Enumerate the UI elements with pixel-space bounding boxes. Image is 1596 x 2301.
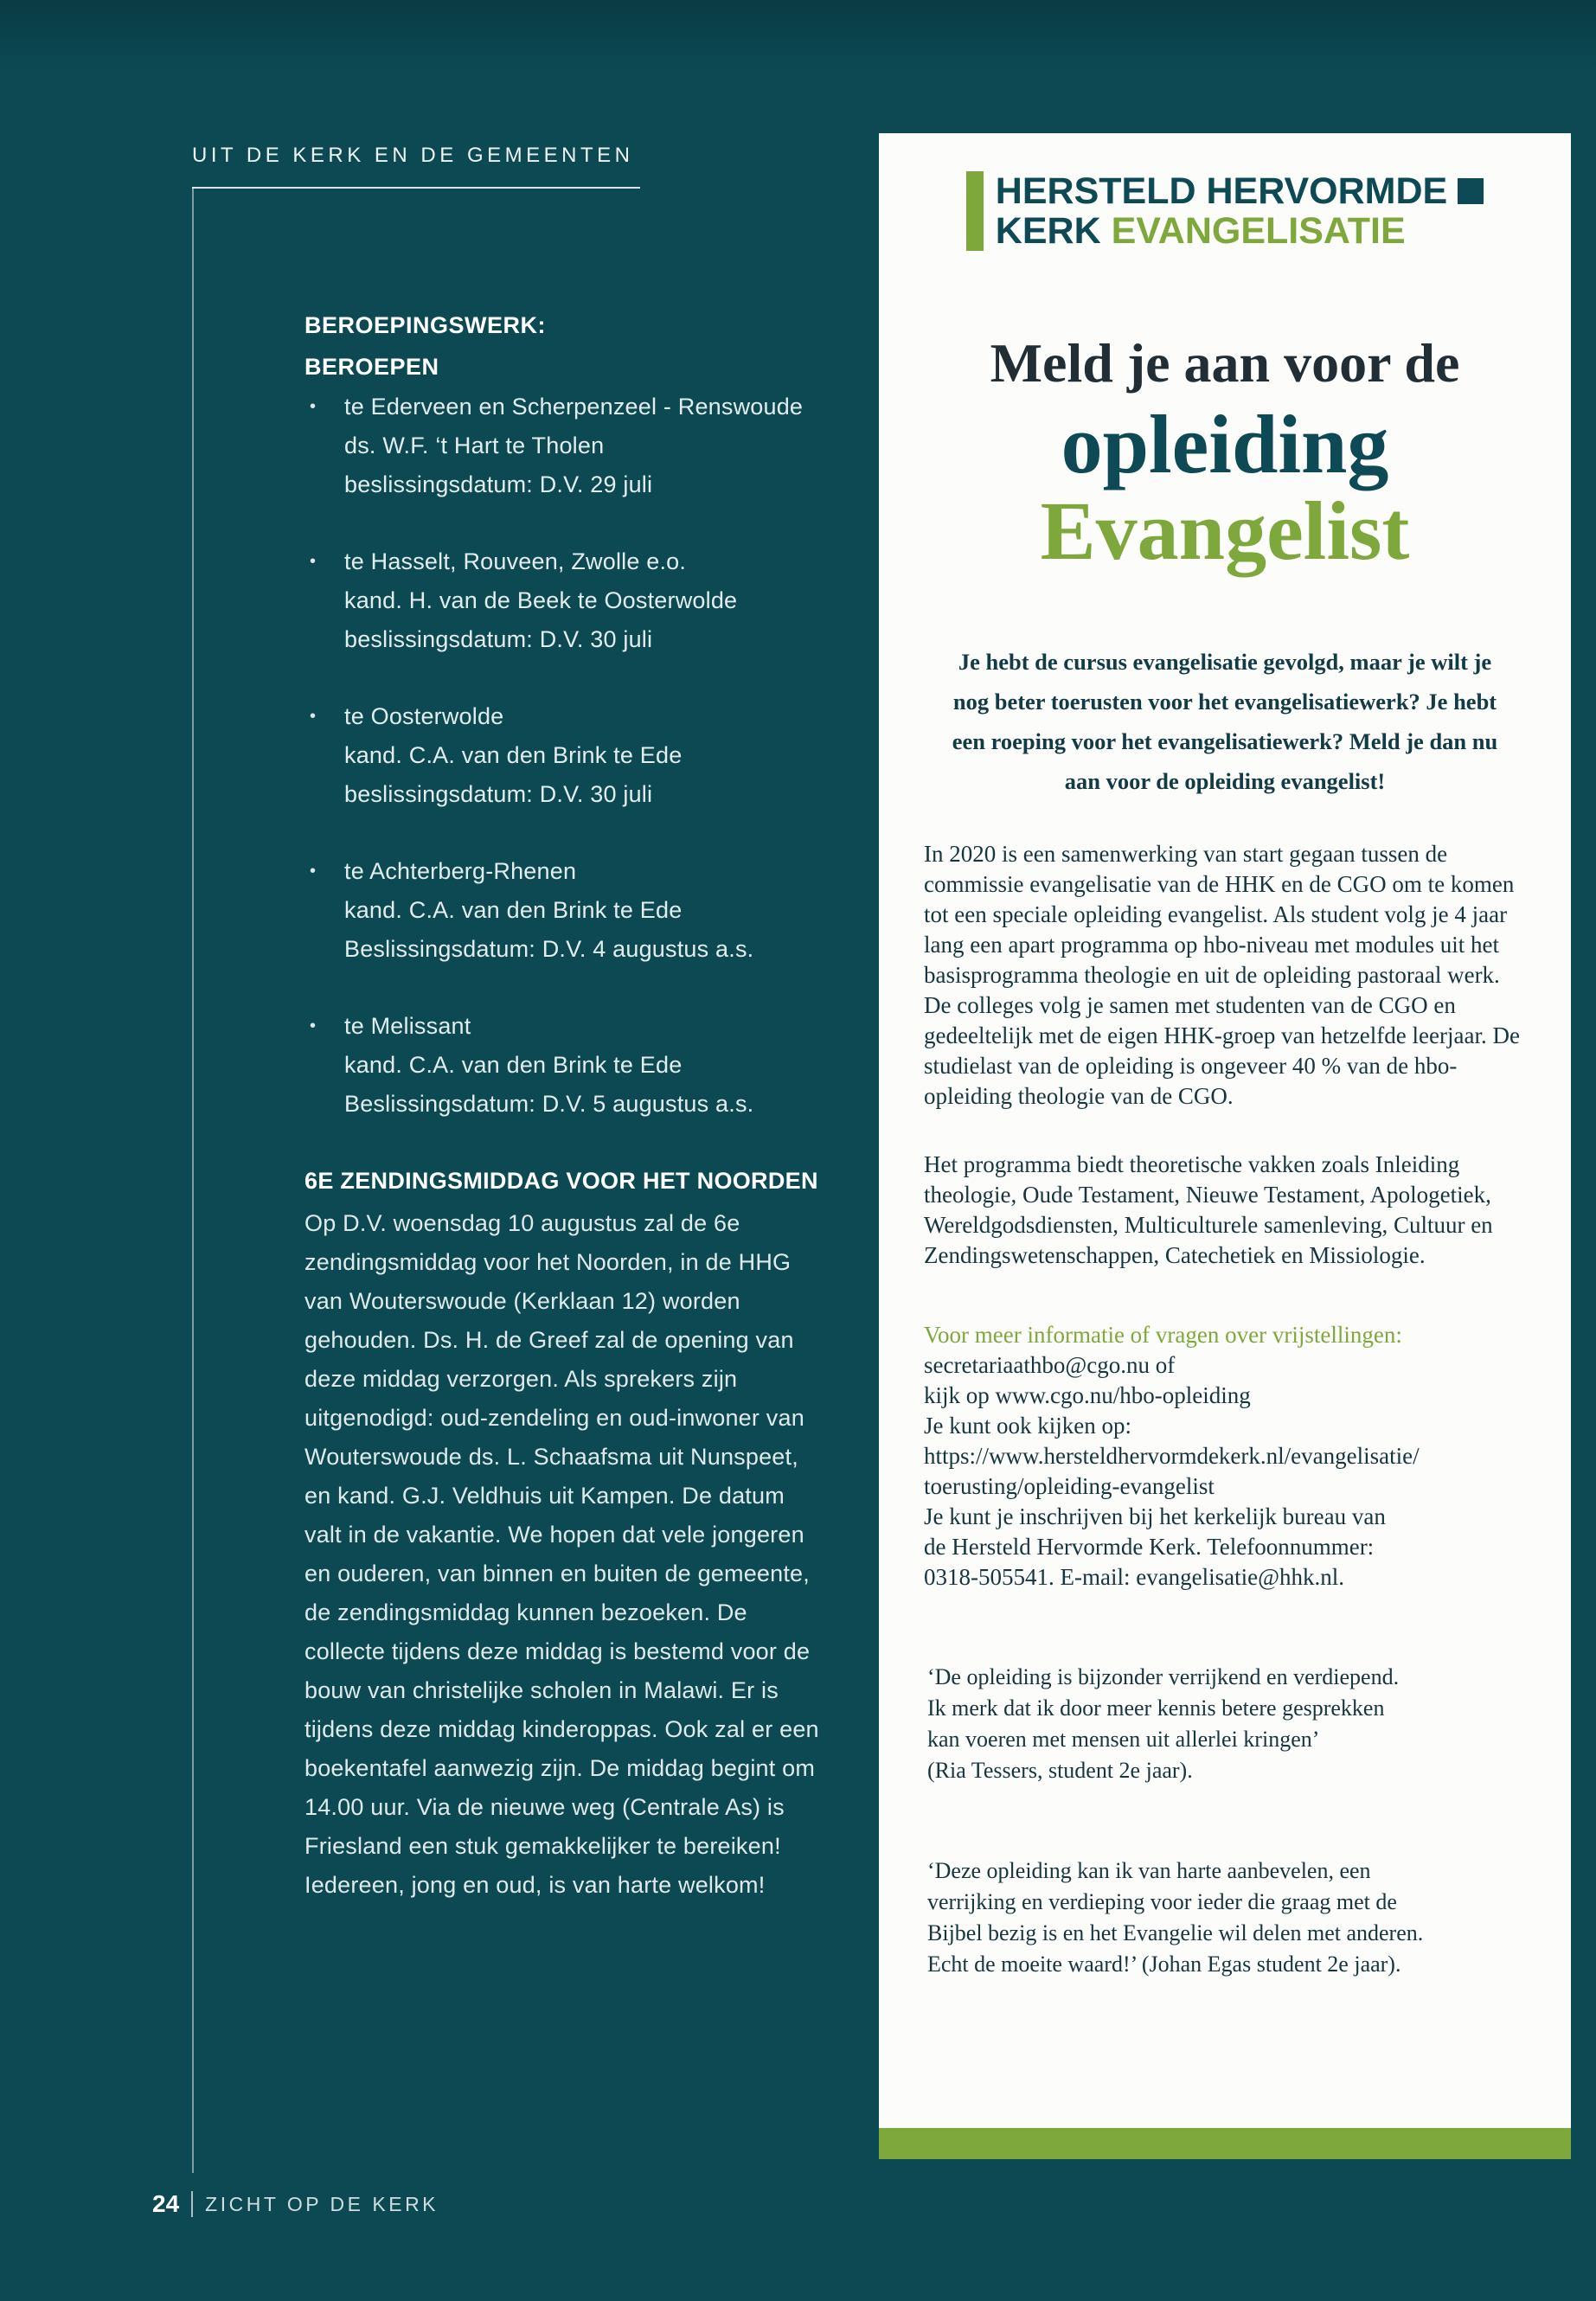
quote-line: ‘De opleiding is bijzonder verrijkend en verdiepend. [927, 1664, 1400, 1689]
bullet-icon: • [310, 552, 317, 571]
quote-line: verrijking en verdieping voor ieder die graag met de [927, 1889, 1397, 1914]
advertisement-card [879, 133, 1571, 2159]
list-item [304, 1007, 824, 1124]
beroep-candidate: kand. C.A. van den Brink te Ede [344, 897, 683, 923]
bullet-icon: • [310, 862, 317, 881]
ad-headline [924, 332, 1526, 577]
list-item [304, 542, 824, 659]
quote-line: Ik merk dat ik door meer kennis betere gesprekken [927, 1695, 1385, 1721]
info-line-register-1: Je kunt je inschrijven bij het kerkelijk bureau van [924, 1503, 1386, 1529]
beroep-place: te Oosterwolde [344, 703, 504, 729]
beroep-decision-date: beslissingsdatum: D.V. 30 juli [344, 626, 653, 652]
list-item-text [344, 852, 753, 969]
quote-attribution: (Ria Tessers, student 2e jaar). [927, 1758, 1193, 1783]
info-line-email: secretariaathbo@cgo.nu of [924, 1352, 1176, 1378]
ad-paragraph-1: In 2020 is een samenwerking van start gegaan tussen de commissie evangelisatie van de HHK en de CGO om te komen tot een speciale opleiding evangelist. Als student volg je 4 jaar lang een apart programma op hbo-niveau met modules uit het basisprogramma theologie en uit de opleiding pastoraal werk. De colleges volg je samen met studenten van de CGO en gedeeltelijk met de eigen HHK-groep van hetzelfde leerjaar. De studielast van de opleiding is ongeveer 40 % van de hbo-opleiding theologie van de CGO. [924, 841, 1520, 1109]
beroep-decision-date: beslissingsdatum: D.V. 30 juli [344, 781, 653, 807]
hhk-logo [924, 171, 1526, 251]
headline-line2: opleiding [1061, 398, 1389, 490]
footer-label: ZICHT OP DE KERK [205, 2192, 439, 2215]
bullet-icon: • [310, 707, 317, 726]
beroep-decision-date: Beslissingsdatum: D.V. 5 augustus a.s. [344, 1091, 754, 1117]
quote-attribution: Echt de moeite waard!’ (Johan Egas student 2e jaar). [927, 1952, 1401, 1977]
page-top-band [0, 0, 1596, 69]
headline-line3: Evangelist [1040, 484, 1410, 577]
list-item-text [344, 697, 682, 814]
left-column [304, 304, 824, 1905]
logo-wordmark [996, 171, 1484, 251]
bullet-icon: • [310, 1016, 317, 1035]
logo-line2-evangelisatie: EVANGELISATIE [1111, 210, 1406, 252]
bullet-icon: • [310, 397, 317, 416]
ad-paragraph-2: Het programma biedt theoretische vakken zoals Inleiding theologie, Oude Testament, Nieuwe Testament, Apologetiek, Wereldgodsdiensten, Multiculturele samenleving, Cultuur en Zendingswetenschappen, Catechetiek en Missiologie. [924, 1151, 1493, 1268]
beroep-candidate: kand. C.A. van den Brink te Ede [344, 742, 683, 768]
quote-line: ‘Deze opleiding kan ik van harte aanbevelen, een [927, 1858, 1371, 1883]
quote-line: Bijbel bezig is en het Evangelie wil delen met anderen. [927, 1920, 1424, 1945]
beroep-place: te Ederveen en Scherpenzeel - Renswoude [344, 394, 804, 420]
logo-square-icon [1458, 178, 1484, 204]
kicker-underline [192, 187, 640, 189]
beroep-place: te Achterberg-Rhenen [344, 858, 577, 884]
headline-line1: Meld je aan voor de [990, 332, 1460, 394]
section-kicker: UIT DE KERK EN DE GEMEENTEN [192, 144, 634, 167]
page-number: 24 [152, 2190, 180, 2217]
beroepen-list [304, 388, 824, 1124]
beroepingswerk-heading-line1: BEROEPINGSWERK: [304, 312, 547, 338]
quote-line: kan voeren met mensen uit allerlei kringen’ [927, 1727, 1320, 1752]
beroep-place: te Melissant [344, 1013, 471, 1039]
list-item-text [344, 388, 803, 504]
list-item [304, 388, 824, 504]
footer-divider [191, 2191, 193, 2217]
ad-info-block [924, 1319, 1526, 1593]
beroep-candidate: kand. C.A. van den Brink te Ede [344, 1052, 683, 1078]
logo-line1 [996, 171, 1484, 211]
info-line-url-2: toerusting/opleiding-evangelist [924, 1473, 1215, 1499]
ad-intro: Je hebt de cursus evangelisatie gevolgd, maar je wilt je nog beter toerusten voor het evangelisatiewerk? Je hebt een roeping voor het evangelisatiewerk? Meld je dan nu aan voor de opleiding evangelist! [952, 649, 1498, 794]
info-line-register-3: 0318-505541. E-mail: evangelisatie@hhk.nl. [924, 1564, 1345, 1590]
info-line-website: kijk op www.cgo.nu/hbo-opleiding [924, 1382, 1251, 1408]
ad-quote-1 [924, 1662, 1526, 1786]
beroep-decision-date: Beslissingsdatum: D.V. 4 augustus a.s. [344, 936, 754, 962]
beroep-place: te Hasselt, Rouveen, Zwolle e.o. [344, 548, 687, 574]
list-item [304, 852, 824, 969]
page-footer [152, 2190, 439, 2218]
beroepingswerk-heading [304, 304, 824, 388]
card-bottom-green-bar [879, 2128, 1571, 2159]
list-item-text [344, 542, 737, 659]
beroep-candidate: kand. H. van de Beek te Oosterwolde [344, 587, 738, 613]
info-line-also: Je kunt ook kijken op: [924, 1413, 1131, 1439]
logo-line2-kerk: KERK [995, 210, 1101, 252]
logo-line2 [996, 211, 1484, 251]
beroep-candidate: ds. W.F. ‘t Hart te Tholen [344, 433, 605, 458]
ad-quote-2 [924, 1856, 1526, 1980]
left-vertical-rule [192, 187, 194, 2173]
info-heading: Voor meer informatie of vragen over vrijstellingen: [924, 1322, 1402, 1348]
logo-line1-text: HERSTELD HERVORMDE [995, 170, 1448, 212]
list-item-text [344, 1007, 753, 1124]
list-item [304, 697, 824, 814]
zendingsmiddag-article [304, 1162, 824, 1905]
info-line-url-1: https://www.hersteldhervormdekerk.nl/evangelisatie/ [924, 1443, 1420, 1469]
beroep-decision-date: beslissingsdatum: D.V. 29 juli [344, 471, 653, 497]
article-body: Op D.V. woensdag 10 augustus zal de 6e zendingsmiddag voor het Noorden, in de HHG van Wouterswoude (Kerklaan 12) worden gehouden. Ds. H. de Greef zal de opening van deze middag verzorgen. Als sprekers zijn uitgenodigd: oud-zendeling en oud-inwoner van Wouterswoude ds. L. Schaafsma uit Nunspeet, en kand. G.J. Veldhuis uit Kampen. De datum valt in de vakantie. We hopen dat vele jongeren en ouderen, van binnen en buiten de gemeente, de zendingsmiddag kunnen bezoeken. De collecte tijdens deze middag is bestemd voor de bouw van christelijke scholen in Malawi. Er is tijdens deze middag kinderoppas. Ook zal er een boekentafel aanwezig zijn. De middag begint om 14.00 uur. Via de nieuwe weg (Centrale As) is Friesland een stuk gemakkelijker te bereiken! Iedereen, jong en oud, is van harte welkom! [304, 1210, 819, 1898]
beroepingswerk-heading-line2: BEROEPEN [304, 354, 439, 380]
article-heading: 6E ZENDINGSMIDDAG VOOR HET NOORDEN [304, 1168, 818, 1194]
logo-green-bar-icon [966, 171, 984, 251]
info-line-register-2: de Hersteld Hervormde Kerk. Telefoonnummer: [924, 1534, 1375, 1560]
